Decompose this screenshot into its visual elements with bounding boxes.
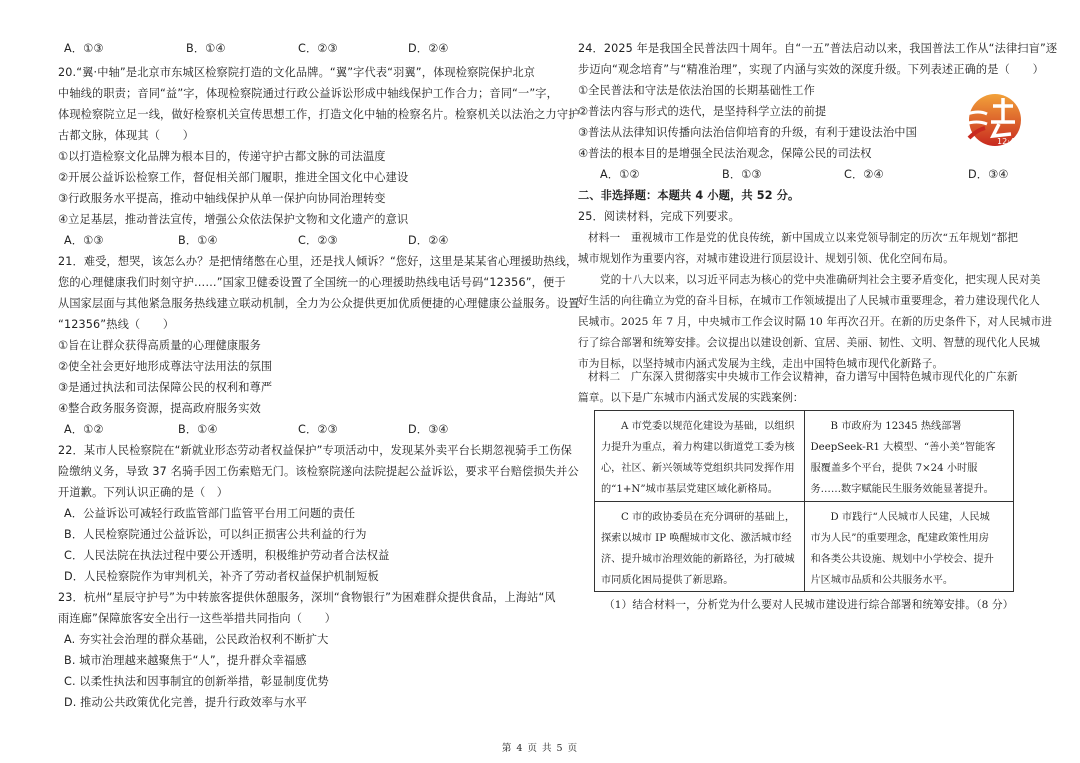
q24-item: ②普法内容与形式的迭代，是坚持科学立法的前提: [578, 105, 827, 118]
material1-line: 材料一 重视城市工作是党的优良传统，新中国成立以来党领导制定的历次“五年规划”都把: [588, 232, 1019, 244]
q21-option-a[interactable]: A．①②: [64, 423, 104, 436]
q20-item: ①以打造检察文化品牌为根本目的，传递守护古都文脉的司法温度: [58, 150, 386, 163]
case-b-line: 服覆盖多个平台，提供 7×24 小时服: [810, 463, 978, 474]
q21-stem-line: 您的心理健康我们时刻守护……”国家卫健委设置了全国统一的心理援助热线电话号码“12356”，便于: [58, 276, 566, 289]
q24-item: ③普法从法律知识传播向法治信仰培育的升级，有利于建设法治中国: [578, 126, 917, 139]
material2-line: 篇章。以下是广东城市内涵式发展的实践案例：: [578, 392, 804, 404]
q25-intro: 25．阅读材料，完成下列要求。: [578, 210, 740, 223]
q22-choice-c[interactable]: C．人民法院在执法过程中要公开透明，积极维护劳动者合法权益: [64, 549, 390, 562]
case-b-line: 务……数字赋能民生服务效能显著提升。: [810, 484, 994, 495]
cases-table: [594, 410, 1014, 592]
q20-stem-line: 中轴线的职责；音同“益”字，体现检察院通过行政公益诉讼形成中轴线保护工作合力；音同“一”字，: [58, 87, 558, 100]
q24-option-c[interactable]: C．②④: [844, 168, 884, 181]
case-b-cell: [804, 411, 1014, 502]
q22-stem-line: 开道歉。下列认识正确的是（ ）: [58, 486, 229, 499]
q21-item: ①旨在让群众获得高质量的心理健康服务: [58, 339, 261, 352]
case-c-line: 探索以城市 IP 唤醒城市文化、激活城市经: [601, 532, 792, 544]
q22-stem-line: 22．某市人民检察院在“新就业形态劳动者权益保护”专项活动中，发现某外卖平台长期忽视骑手工伤保: [58, 444, 572, 457]
q24-option-a[interactable]: A．①②: [600, 168, 640, 181]
q22-choice-b[interactable]: B．人民检察院通过公益诉讼，可以纠正损害公共利益的行为: [64, 528, 367, 541]
q24-option-d[interactable]: D．③④: [968, 168, 1009, 181]
material1-line: 民城市。2025 年 7 月，中央城市工作会议时隔 10 年再次召开。在新的历史条件下，对人民城市进: [578, 316, 1053, 328]
q22-choice-a[interactable]: A．公益诉讼可减轻行政监管部门监管平台用工问题的责任: [64, 507, 356, 520]
material1-line: 市为目标，以坚持城市内涵式发展为主线，走出中国特色城市现代化新路子。: [578, 358, 944, 370]
q20-stem-line: 体现检察院立足一线，做好检察机关宣传思想工作，打造文化中轴的检察名片。检察机关以法治之力守护: [58, 108, 580, 121]
q20-option-d[interactable]: D．②④: [408, 234, 449, 247]
material1-line: 好生活的向往确立为党的奋斗目标，在城市工作领域提出了人民城市重要理念，着力建设现代化人: [578, 295, 1040, 307]
q20-item: ④立足基层，推动普法宣传，增强公众依法保护文物和文化遗产的意识: [58, 213, 409, 226]
q22-stem-line: 险缴纳义务，导致 37 名骑手因工伤索赔无门。该检察院遂向法院提起公益诉讼，要求平台赔偿损失并公: [58, 465, 579, 478]
section-heading: 二、非选择题：本题共 4 小题，共 52 分。: [578, 189, 800, 202]
material1-line: 城市规划作为重要内容，对城市建设进行顶层设计、规划引领、优化空间布局。: [578, 253, 955, 265]
q23-choice-d[interactable]: D. 推动公共政策优化完善，提升行政效率与水平: [64, 696, 307, 709]
q21-option-d[interactable]: D．③④: [408, 423, 449, 436]
q24-stem-line: 24．2025 年是我国全民普法四十周年。自“一五”普法启动以来，我国普法工作从“法律扫盲”逐: [578, 42, 1058, 55]
q21-option-b[interactable]: B．①④: [178, 423, 218, 436]
case-a-line: A 市党委以规范化建设为基础，以组织: [621, 421, 795, 432]
case-d-line: 和各类公共设施、规划中小学校会、提升: [810, 553, 994, 565]
q24-stem-line: 步迈向“观念培育”与“精准治理”，实现了内涵与实效的深度升级。下列表述正确的是（ ）: [578, 63, 1044, 76]
case-a-line: 力提升为重点，着力构建以街道党工委为核: [601, 442, 795, 453]
q23-stem-line: 23．杭州“星辰守护号”为中转旅客提供休憩服务，深圳“食物银行”为困难群众提供食品，上海站“风: [58, 591, 556, 604]
q23-choice-b[interactable]: B. 城市治理越来越聚焦于“人”，提升群众幸福感: [64, 654, 307, 667]
q19-option-d[interactable]: D．②④: [408, 42, 449, 55]
q21-stem-line: “12356”热线（ ）: [58, 318, 175, 331]
case-b-line: B 市政府为 12345 热线部署: [830, 421, 962, 432]
case-c-line: 济、提升城市治理效能的新路径，为打破城: [601, 553, 795, 565]
material1-line: 党的十八大以来，以习近平同志为核心的党中央准确研判社会主要矛盾变化，把实现人民对美: [600, 274, 1041, 286]
q20-item: ③行政服务水平提高，推动中轴线保护从单一保护向协同治理转变: [58, 192, 386, 205]
case-c-line: 市同质化困局提供了新思路。: [601, 574, 734, 586]
case-a-line: 心，社区、新兴领域等党组织共同发挥作用: [601, 463, 795, 474]
q24-option-b[interactable]: B．①③: [722, 168, 762, 181]
q23-stem-line: 雨连廊”保障旅客安全出行一这些举措共同指向（ ）: [58, 612, 337, 625]
q20-item: ②开展公益诉讼检察工作，督促相关部门履职，推进全国文化中心建设: [58, 171, 409, 184]
q21-item: ④整合政务服务资源，提高政府服务实效: [58, 402, 261, 415]
material1-line: 行了综合部署和统筹安排。会议提出以建设创新、宜居、美丽、韧性、文明、智慧的现代化人民城: [578, 337, 1040, 349]
q21-item: ②使全社会更好地形成尊法守法用法的氛围: [58, 360, 273, 373]
q23-choice-c[interactable]: C. 以柔性执法和因事制宜的创新举措，彰显制度优势: [64, 675, 329, 688]
q20-stem-line: 20.“翼·中轴”是北京市东城区检察院打造的文化品牌。“翼”字代表“羽翼”，体现检察院保护北京: [58, 66, 536, 79]
q20-option-c[interactable]: C．②③: [298, 234, 338, 247]
case-a-line: 的“1+N”城市基层党建区域化新格局。: [601, 484, 778, 495]
q20-option-b[interactable]: B．①④: [178, 234, 218, 247]
q20-stem-line: 古都文脉，体现其（ ）: [58, 129, 195, 142]
case-c-cell: [595, 501, 805, 592]
q19-option-a[interactable]: A．①③: [64, 42, 104, 55]
q23-choice-a[interactable]: A. 夯实社会治理的群众基础，公民政治权利不断扩大: [64, 633, 329, 646]
q19-option-b[interactable]: B．①④: [186, 42, 226, 55]
q24-item: ①全民普法和守法是依法治国的长期基础性工作: [578, 84, 815, 97]
case-d-line: 片区城市品质和公共服务水平。: [810, 574, 954, 586]
case-d-line: 市为人民”的重要理念，配建政策性用房: [810, 532, 989, 544]
case-b-line: DeepSeek-R1 大模型、“善小美”智能客: [810, 442, 996, 453]
case-a-cell: [595, 411, 805, 502]
logo-date: 12·4: [997, 137, 1015, 146]
q22-choice-d[interactable]: D．人民检察院作为审判机关，补齐了劳动者权益保护机制短板: [64, 570, 379, 583]
case-d-line: D 市践行“人民城市人民建，人民城: [830, 511, 990, 523]
q21-stem-line: 21．难受，想哭，该怎么办？是把情绪憋在心里，还是找人倾诉？“您好，这里是某某省心理援助热线，: [58, 255, 578, 268]
q21-option-c[interactable]: C．②③: [298, 423, 338, 436]
q20-option-a[interactable]: A．①③: [64, 234, 104, 247]
q19-option-c[interactable]: C．②③: [298, 42, 338, 55]
case-d-cell: [804, 501, 1014, 592]
q24-item: ④普法的根本目的是增强全民法治观念，保障公民的司法权: [578, 147, 872, 160]
q21-item: ③是通过执法和司法保障公民的权利和尊严: [58, 381, 273, 394]
q25-question-1: （1）结合材料一，分析党为什么要对人民城市建设进行综合部署和统筹安排。（8 分）: [604, 599, 1014, 611]
page-footer: 第 4 页 共 5 页: [501, 743, 579, 754]
case-c-line: C 市的政协委员在充分调研的基础上，: [621, 511, 796, 523]
q21-stem-line: 从国家层面与其他紧急服务热线建立联动机制，全力为公众提供更加优质便捷的心理健康公益服务。设置: [58, 297, 580, 310]
law-day-logo-icon: [963, 92, 1023, 152]
material2-line: 材料二 广东深入贯彻落实中央城市工作会议精神，奋力谱写中国特色城市现代化的广东新: [588, 371, 1018, 383]
